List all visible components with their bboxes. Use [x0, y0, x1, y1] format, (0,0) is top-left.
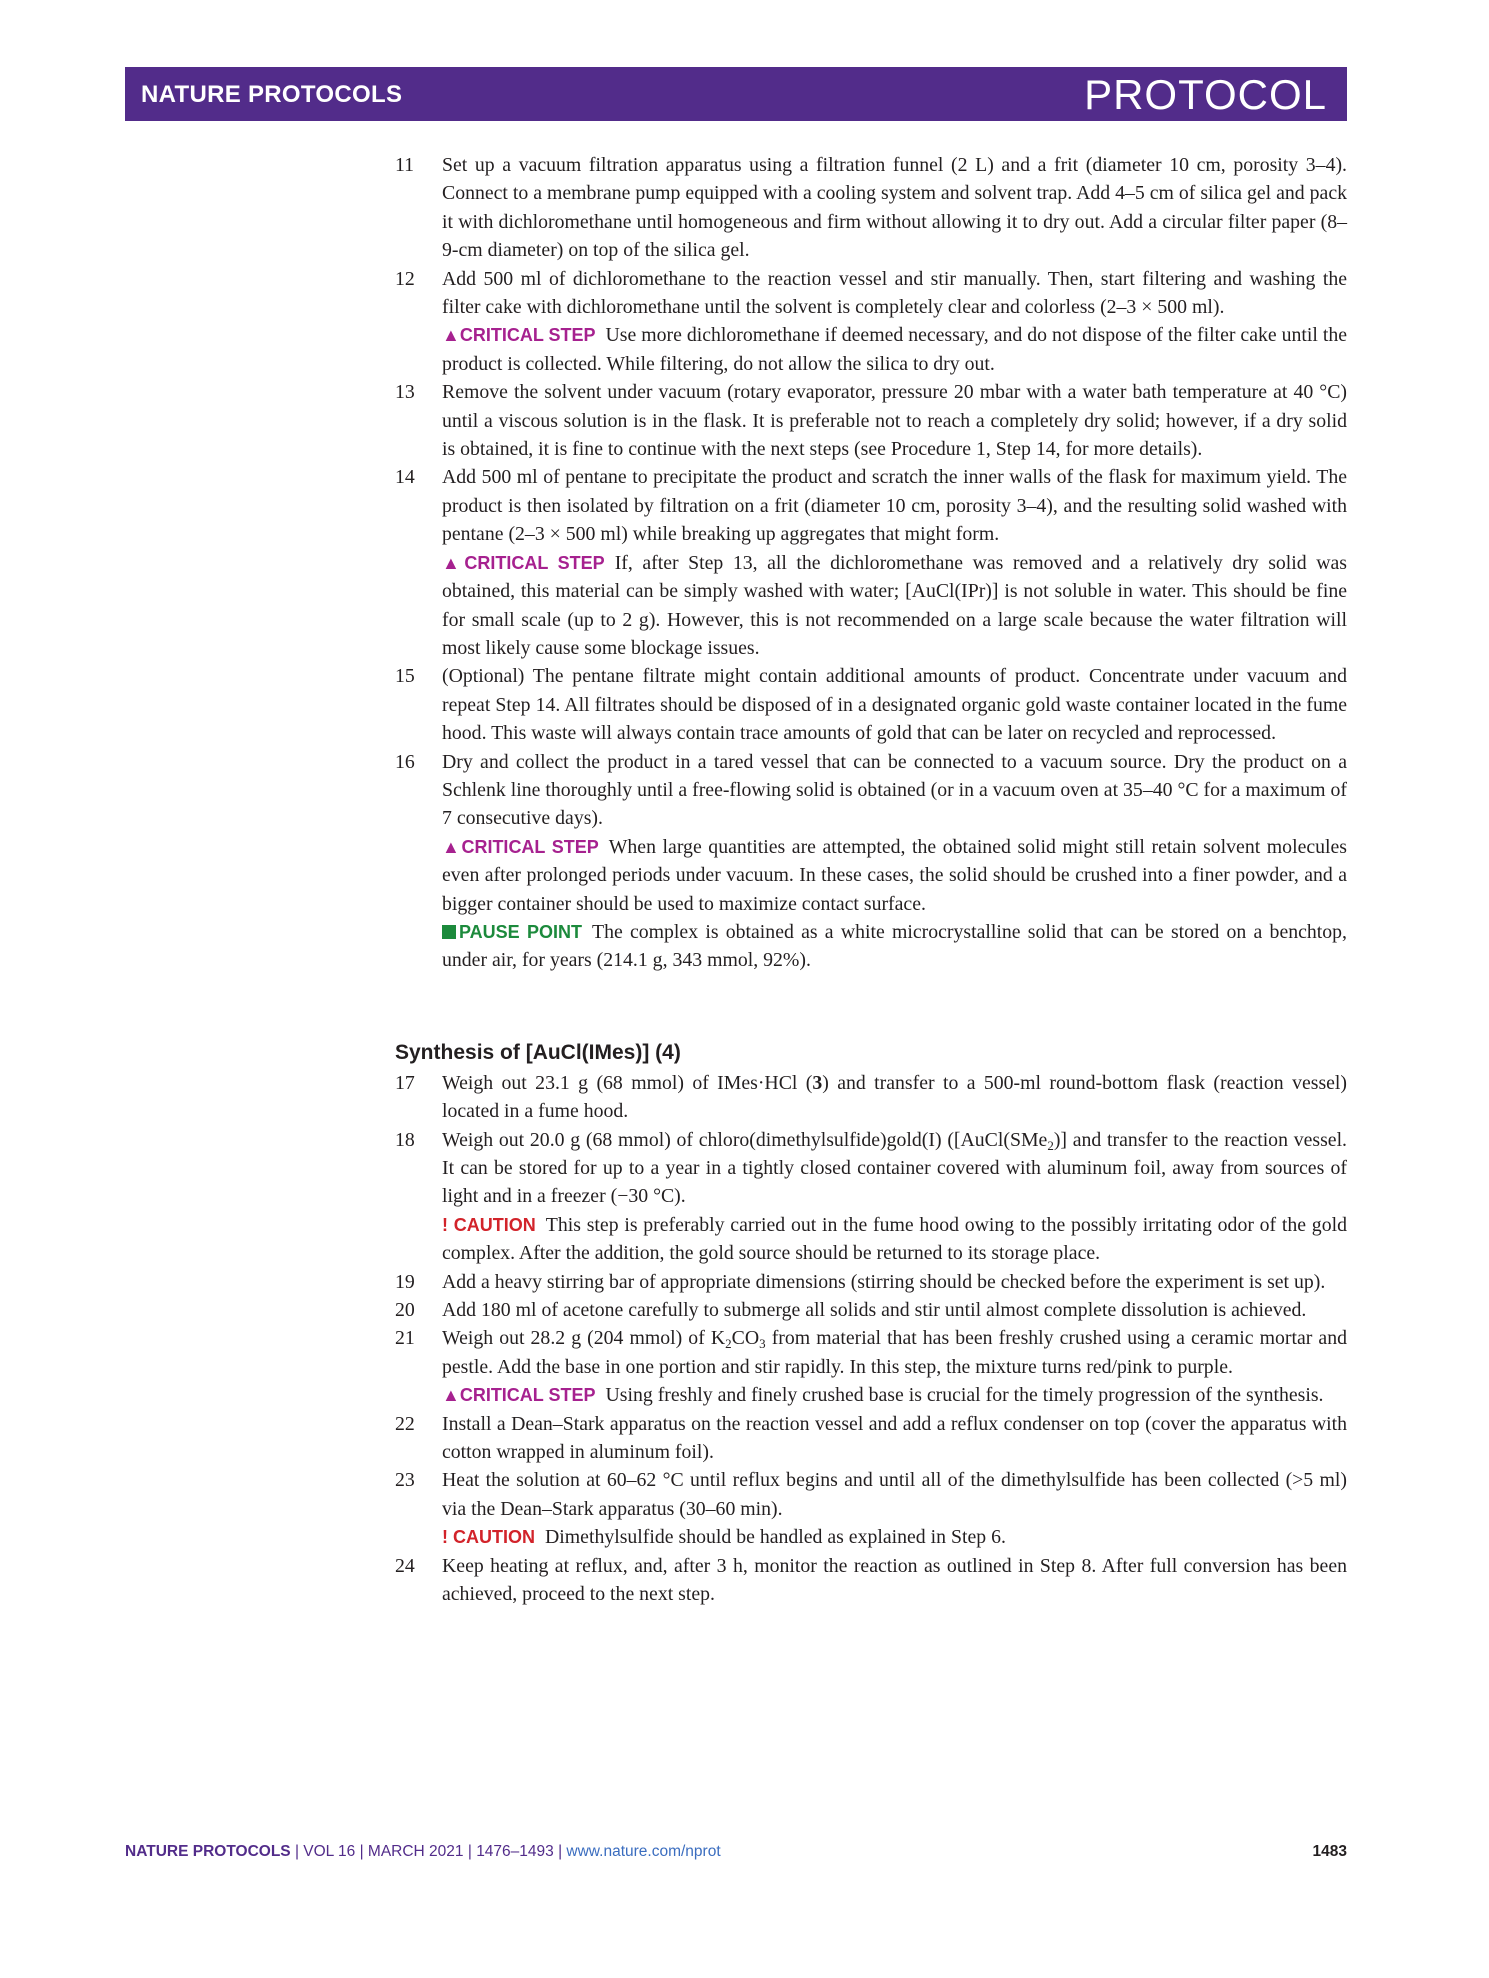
header-bar — [125, 67, 1347, 121]
critical-step-note — [442, 321, 1347, 378]
step-text: Dry and collect the product in a tared vessel that can be connected to a vacuum source. Dry the product on a Schlenk line thoroughly until a free-flowing solid is obtained (or in a vacuum oven at 35–40 °C for a maximum of 7 consecutive days). — [442, 750, 1347, 830]
step-text: Add 500 ml of dichloromethane to the reaction vessel and stir manually. Then, start filtering and washing the filter cake with dichloromethane until the solvent is completely clear and colorless (2–3 × 500 ml). — [442, 267, 1347, 319]
step-number: 11 — [395, 154, 415, 176]
step-number: 14 — [395, 466, 415, 489]
step-text: Add a heavy stirring bar of appropriate dimensions (stirring should be checked before the experiment is set up). — [442, 1270, 1326, 1293]
caution-label: ! CAUTION — [442, 1527, 535, 1548]
footer-journal: NATURE PROTOCOLS — [125, 1843, 291, 1860]
step-number: 20 — [395, 1299, 415, 1322]
footer-url-link[interactable]: www.nature.com/nprot — [566, 1843, 721, 1860]
caution-note — [442, 1211, 1347, 1268]
step-13 — [395, 378, 1347, 463]
critical-step-label: ▲CRITICAL STEP — [442, 552, 605, 573]
caution-label: ! CAUTION — [442, 1214, 536, 1235]
pause-point-label: PAUSE POINT — [442, 922, 582, 942]
step-20 — [395, 1296, 1347, 1324]
section-title: Synthesis of [AuCl(IMes)] (4) — [395, 1040, 681, 1064]
step-text: Weigh out 20.0 g (68 mmol) of chloro(dimethylsulfide)gold(I) ([AuCl(SMe$_2$)] and transfer to the reaction vessel. It can be stored for up to a year in a tightly closed container covered with aluminum foil, away from sources of light and in a freezer (−30 °C). — [442, 1128, 1348, 1208]
step-21 — [395, 1324, 1347, 1381]
critical-step-text: When large quantities are attempted, the obtained solid might still retain solvent molecules even after prolonged periods under vacuum. In these cases, the solid should be crushed into a finer powder, and a bigger container should be used to maximize contact surface. — [442, 835, 1347, 915]
journal-name: NATURE PROTOCOLS — [141, 81, 403, 108]
step-number: 12 — [395, 267, 415, 290]
caution-text: This step is preferably carried out in the fume hood owing to the possibly irritating odor of the gold complex. After the addition, the gold source should be returned to its storage place. — [442, 1213, 1347, 1265]
caution-note — [442, 1523, 1347, 1551]
step-17 — [395, 1069, 1347, 1126]
pause-point-note — [442, 918, 1347, 975]
step-number: 22 — [395, 1412, 415, 1435]
pause-square-icon — [442, 925, 456, 939]
critical-step-text: If, after Step 13, all the dichloromethane was removed and a relatively dry solid was obtained, this material can be simply washed with water; [AuCl(IPr)] is not soluble in water. This should be fine for small scale (up to 2 g). However, this is not recommended on a large scale because the water filtration will most likely cause some blockage issues. — [442, 551, 1347, 659]
critical-step-note — [442, 833, 1347, 918]
article-type: PROTOCOL — [1084, 71, 1327, 118]
critical-step-label: ▲CRITICAL STEP — [442, 325, 596, 346]
step-text: Remove the solvent under vacuum (rotary evaporator, pressure 20 mbar with a water bath temperature at 40 °C) until a viscous solution is in the flask. It is preferable not to reach a completely dry solid; however, if a dry solid is obtained, it is fine to continue with the next steps (see Procedure 1, Step 14, for more details). — [442, 381, 1347, 461]
step-number: 19 — [395, 1270, 415, 1293]
footer-pages: 1476–1493 — [476, 1843, 554, 1860]
step-text: Add 500 ml of pentane to precipitate the product and scratch the inner walls of the flask for maximum yield. The product is then isolated by filtration on a frit (diameter 10 cm, porosity 3–4), and the resulting solid washed with pentane (2–3 × 500 ml) while breaking up aggregates that might form. — [442, 466, 1347, 546]
step-12 — [395, 265, 1347, 322]
step-15 — [395, 662, 1347, 747]
step-number: 16 — [395, 750, 415, 773]
step-text: Set up a vacuum filtration apparatus using a filtration funnel (2 L) and a frit (diameter 10 cm, porosity 3–4). Connect to a membrane pump equipped with a cooling system and solvent trap. Add 4–5 cm of silica gel and pack it with dichloromethane until homogeneous and firm without allowing it to dry out. Add a circular filter paper (8–9-cm diameter) on top of the silica gel. — [442, 154, 1347, 262]
step-text: Install a Dean–Stark apparatus on the reaction vessel and add a reflux condenser on top (cover the apparatus with cotton wrapped in aluminum foil). — [442, 1412, 1347, 1464]
page-number: 1483 — [1312, 1843, 1347, 1860]
step-23 — [395, 1466, 1347, 1523]
critical-step-label: ▲CRITICAL STEP — [442, 1385, 596, 1406]
step-11 — [395, 151, 1347, 265]
critical-step-text: Using freshly and finely crushed base is crucial for the timely progression of the synthesis. — [605, 1384, 1324, 1407]
step-text: Heat the solution at 60–62 °C until reflux begins and until all of the dimethylsulfide has been collected (>5 ml) via the Dean–Stark apparatus (30–60 min). — [442, 1469, 1347, 1520]
critical-step-note — [442, 1381, 1347, 1409]
footer-volume: VOL 16 — [303, 1843, 356, 1860]
caution-text: Dimethylsulfide should be handled as explained in Step 6. — [545, 1526, 1006, 1549]
step-text: (Optional) The pentane filtrate might contain additional amounts of product. Concentrate under vacuum and repeat Step 14. All filtrates should be disposed of in a designated organic gold waste container located in the fume hood. This waste will always contain trace amounts of gold that can be later on recycled and reprocessed. — [442, 665, 1347, 745]
step-number: 24 — [395, 1554, 415, 1577]
step-text: Add 180 ml of acetone carefully to submerge all solids and stir until almost complete dissolution is achieved. — [442, 1299, 1307, 1322]
step-14 — [395, 463, 1347, 548]
step-text: Weigh out 23.1 g (68 mmol) of IMes·HCl (3) and transfer to a 500-ml round-bottom flask (reaction vessel) located in a fume hood. — [442, 1071, 1348, 1123]
critical-step-label: ▲CRITICAL STEP — [442, 836, 599, 857]
step-number: 17 — [395, 1071, 415, 1094]
critical-step-text: Use more dichloromethane if deemed necessary, and do not dispose of the filter cake until the product is collected. While filtering, do not allow the silica to dry out. — [442, 324, 1347, 375]
step-number: 21 — [395, 1327, 415, 1350]
page-footer: NATURE PROTOCOLS | VOL 16 | MARCH 2021 | 1476–1493 | www.nature.com/nprot 1483 — [125, 1843, 1347, 1860]
footer-issue: MARCH 2021 — [367, 1843, 464, 1860]
step-18 — [395, 1126, 1347, 1211]
step-22 — [395, 1410, 1347, 1467]
critical-step-note — [442, 549, 1347, 663]
step-number: 15 — [395, 665, 415, 688]
step-number: 13 — [395, 381, 415, 404]
main-content — [395, 151, 1347, 1609]
step-19 — [395, 1268, 1347, 1296]
step-24 — [395, 1552, 1347, 1609]
step-16 — [395, 748, 1347, 833]
pause-point-text: The complex is obtained as a white microcrystalline solid that can be stored on a benchtop, under air, for years (214.1 g, 343 mmol, 92%). — [442, 920, 1348, 972]
step-text: Weigh out 28.2 g (204 mmol) of $K_2CO_3$ from material that has been freshly crushed using a ceramic mortar and pestle. Add the base in one portion and stir rapidly. In this step, the mixture turns red/pink to purple. — [442, 1327, 1347, 1378]
step-number: 23 — [395, 1469, 415, 1492]
step-number: 18 — [395, 1128, 415, 1151]
step-text: Keep heating at reflux, and, after 3 h, monitor the reaction as outlined in Step 8. After full conversion has been achieved, proceed to the next step. — [442, 1554, 1347, 1606]
